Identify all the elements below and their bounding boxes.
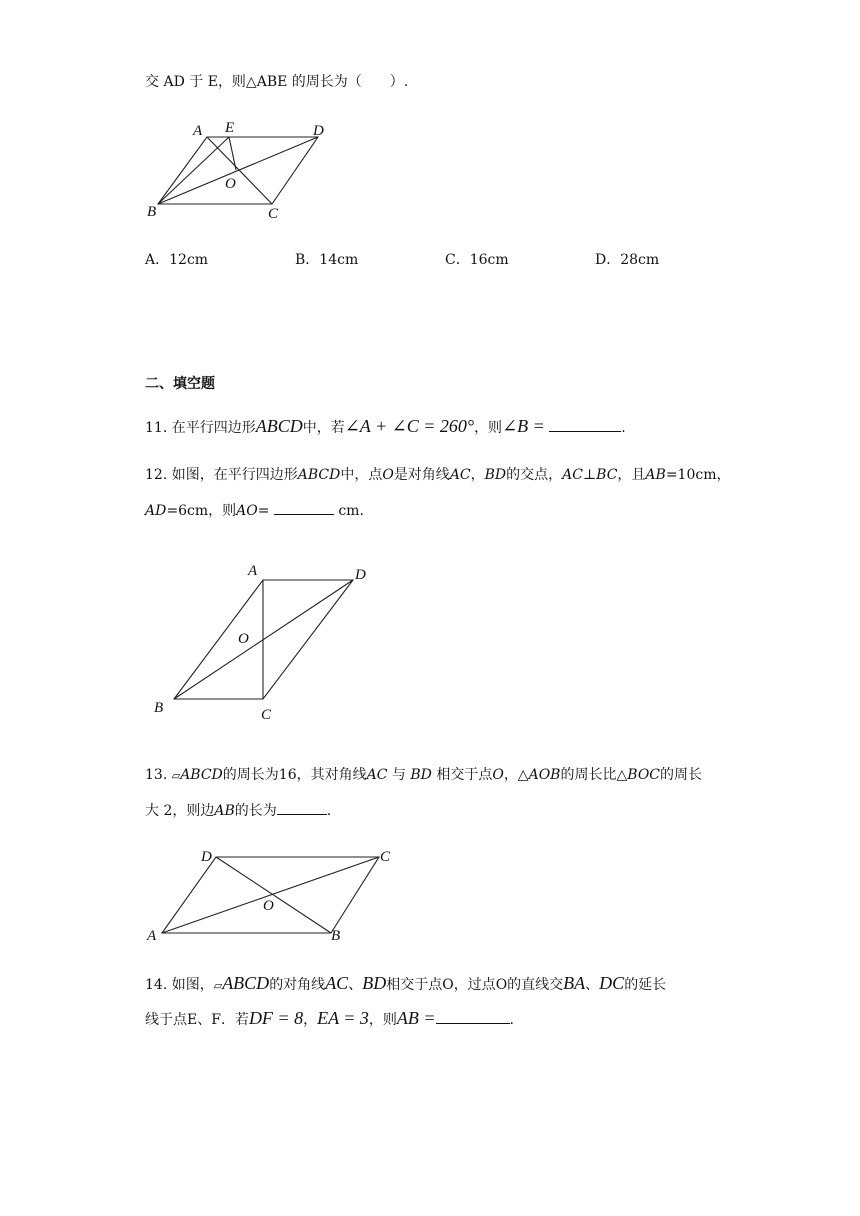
q13-stem-line2 — [145, 800, 331, 821]
label-b: B — [154, 700, 164, 716]
text: 中，若 — [302, 420, 345, 436]
question-number: 14. — [145, 977, 168, 993]
text: . — [621, 420, 626, 436]
text: 是对角线 — [393, 467, 450, 483]
answer-blank[interactable] — [277, 800, 327, 815]
text: = — [257, 503, 270, 519]
text: 的周长 — [660, 767, 703, 783]
text: 中，点 — [340, 467, 383, 483]
math-df: DF = 8 — [248, 1008, 304, 1028]
math-abcd: ABCD — [222, 973, 270, 993]
text: O — [382, 467, 394, 483]
option-text: 14cm — [319, 252, 359, 268]
text: 大 — [145, 803, 159, 819]
text: AOB — [528, 767, 561, 783]
math-bd: BD — [362, 973, 387, 993]
math-equation: ∠A + ∠C = 260° — [344, 416, 475, 436]
label-a: A — [147, 928, 157, 944]
text: ，则边 — [172, 803, 215, 819]
question-number: 11. — [145, 420, 168, 436]
text: =6cm，则 — [166, 503, 237, 519]
text: AD — [145, 503, 167, 519]
text: O — [495, 977, 508, 993]
option-letter: C． — [445, 252, 470, 268]
label-o: O — [263, 898, 274, 914]
option-text: 28cm — [620, 252, 660, 268]
text: AC — [449, 467, 471, 483]
text: 于 — [189, 74, 204, 90]
text: 交 — [145, 74, 159, 90]
text: AB — [214, 803, 235, 819]
text: 线于点 — [145, 1012, 187, 1028]
label-d: D — [313, 123, 324, 139]
text: 在平行四边形 — [171, 420, 256, 436]
math-ea: EA = 3 — [317, 1008, 369, 1028]
text: 的交点， — [506, 467, 563, 483]
q12-stem-line1 — [145, 465, 731, 485]
text: ， — [303, 1012, 318, 1028]
label-a: A — [248, 563, 258, 579]
text: ，则△ — [217, 74, 257, 90]
question-number: 12. — [145, 467, 168, 483]
text: E — [207, 74, 218, 90]
label-b: B — [331, 928, 341, 944]
label-b: B — [147, 204, 157, 220]
question-number: 13. — [145, 767, 168, 783]
q10-stem-line — [145, 72, 408, 92]
label-a: A — [193, 123, 203, 139]
answer-blank[interactable] — [549, 417, 621, 432]
text: ， — [470, 467, 485, 483]
q13-stem-line1 — [145, 765, 702, 786]
option-d[interactable] — [595, 250, 659, 270]
text: 相交于点 — [436, 767, 493, 783]
text: 16 — [278, 767, 297, 783]
text: O — [492, 767, 504, 783]
label-c: C — [268, 206, 279, 222]
text: O — [442, 977, 454, 993]
text: ，过点 — [453, 977, 496, 993]
segment-be — [158, 137, 229, 204]
text: 的直线交 — [507, 977, 564, 993]
section-title: 二、填空题 — [145, 376, 215, 392]
text: ABCD — [297, 467, 341, 483]
text: 2 — [163, 803, 173, 819]
text: AD — [163, 74, 185, 90]
text: BD — [410, 767, 432, 783]
text: BOC — [627, 767, 661, 783]
text: BD — [484, 467, 507, 483]
answer-blank[interactable] — [436, 1009, 510, 1024]
text: AC — [562, 467, 583, 483]
text: 、 — [348, 977, 363, 993]
text: =10cm， — [665, 467, 731, 483]
q12-stem-line2 — [145, 500, 364, 521]
q13-figure — [145, 840, 405, 950]
math-ab: AB = — [396, 1008, 436, 1028]
text: ，则 — [368, 1012, 397, 1028]
text: 的周长为（ ）. — [291, 74, 409, 90]
text: 如图，在平行四边形 — [171, 467, 298, 483]
text: 与 — [391, 767, 406, 783]
segment-eo — [229, 137, 236, 170]
text: . — [509, 1012, 514, 1028]
text: ⊥ — [582, 467, 597, 483]
math-ba: BA — [563, 973, 586, 993]
label-c: C — [261, 707, 272, 723]
option-text: 16cm — [469, 252, 509, 268]
text: AB — [645, 467, 666, 483]
option-a[interactable] — [145, 250, 208, 270]
label-e: E — [225, 120, 235, 136]
text: ．若 — [220, 1012, 249, 1028]
text: AO — [236, 503, 258, 519]
text: 的周长为 — [222, 767, 279, 783]
label-d: D — [355, 567, 366, 583]
text: ABE — [256, 74, 288, 90]
label-d: D — [201, 849, 212, 865]
text: 的周长比△ — [560, 767, 628, 783]
option-b[interactable] — [295, 250, 358, 270]
text: 的长为 — [234, 803, 277, 819]
q14-stem-line2 — [145, 1008, 514, 1030]
answer-blank[interactable] — [274, 500, 334, 515]
text: 的延长 — [624, 977, 667, 993]
text: E、F — [187, 1012, 221, 1028]
text: ，其对角线 — [296, 767, 367, 783]
diagonal-ac — [207, 137, 272, 204]
text: 如图， — [171, 977, 214, 993]
q14-stem-line1 — [145, 973, 666, 996]
text: 、 — [585, 977, 600, 993]
label-o: O — [238, 631, 249, 647]
q12-figure — [148, 560, 388, 730]
math-abcd: ABCD — [255, 416, 303, 436]
text: cm. — [338, 503, 364, 519]
option-letter: B． — [295, 252, 320, 268]
option-c[interactable] — [445, 250, 509, 270]
math-ask: ∠B = — [502, 416, 545, 436]
diagonal-ac — [162, 857, 379, 933]
label-c: C — [380, 849, 391, 865]
text: AC — [366, 767, 388, 783]
q11-stem — [145, 416, 626, 438]
text: ，且 — [617, 467, 646, 483]
parallelogram-symbol: ▱ — [213, 979, 223, 992]
option-letter: A． — [145, 252, 170, 268]
text: BC — [596, 467, 618, 483]
text: 的对角线 — [269, 977, 326, 993]
diagonal-bd — [216, 857, 331, 933]
option-letter: D． — [595, 252, 621, 268]
text: ，则 — [474, 420, 503, 436]
text: ABCD — [180, 767, 223, 783]
text: . — [326, 803, 332, 819]
label-o: O — [225, 176, 236, 192]
option-text: 12cm — [169, 252, 209, 268]
text: ，△ — [503, 767, 529, 783]
text: 相交于点 — [386, 977, 443, 993]
math-ac: AC — [325, 973, 349, 993]
math-dc: DC — [599, 973, 625, 993]
parallelogram-symbol: ▱ — [171, 769, 181, 782]
q10-figure — [140, 115, 360, 225]
